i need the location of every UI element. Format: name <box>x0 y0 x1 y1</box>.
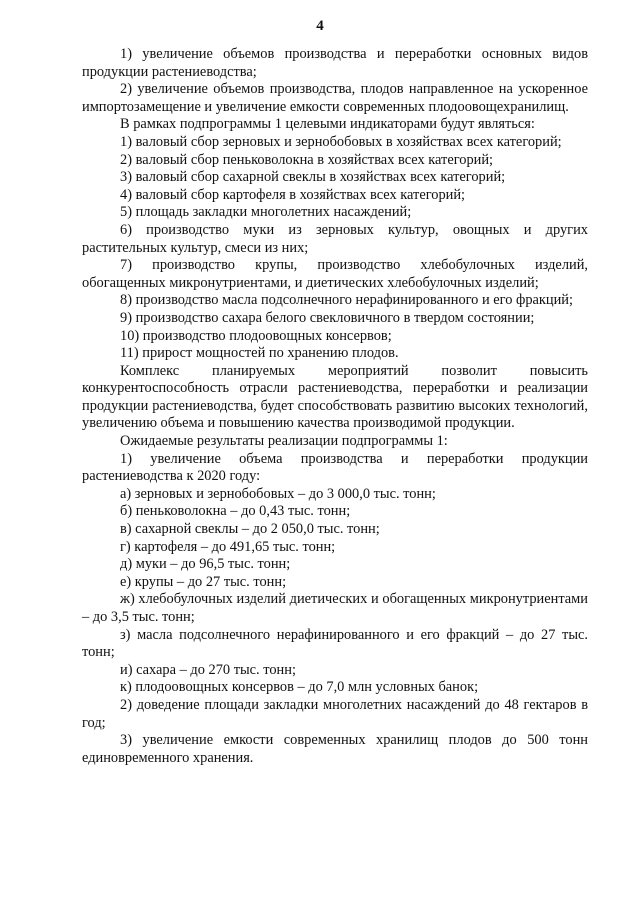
paragraph: 2) увеличение объемов производства, плодов направленное на ускоренное импортозамещение и увеличение емкости современных плодоовощехранилищ. <box>82 81 588 115</box>
list-item: ж) хлебобулочных изделий диетических и обогащенных микронутриентами – до 3,5 тыс. тонн; <box>82 591 588 625</box>
list-item: 6) производство муки из зерновых культур, овощных и других растительных культур, смеси из них; <box>82 221 588 256</box>
list-item: з) масла подсолнечного нерафинированного и его фракций – до 27 тыс. тонн; <box>82 626 588 661</box>
page-number: 4 <box>316 18 324 34</box>
list-item: к) плодоовощных консервов – до 7,0 млн условных банок; <box>120 679 479 696</box>
list-item: 8) производство масла подсолнечного нерафинированного и его фракций; <box>120 292 573 309</box>
list-item: 3) валовый сбор сахарной свеклы в хозяйствах всех категорий; <box>120 169 506 186</box>
list-item: 10) производство плодоовощных консервов; <box>120 327 392 344</box>
list-item: 2) доведение площади закладки многолетних насаждений до 48 гектаров в год; <box>82 696 588 731</box>
paragraph: 1) увеличение объемов производства и переработки основных видов продукции растениеводства; <box>82 46 588 80</box>
list-item: 5) площадь закладки многолетних насаждений; <box>120 204 412 221</box>
paragraph: В рамках подпрограммы 1 целевыми индикаторами будут являться: <box>120 116 535 133</box>
list-item: е) крупы – до 27 тыс. тонн; <box>120 573 287 590</box>
list-item: 4) валовый сбор картофеля в хозяйствах всех категорий; <box>120 186 466 203</box>
list-item: г) картофеля – до 491,65 тыс. тонн; <box>120 538 336 555</box>
list-item: и) сахара – до 270 тыс. тонн; <box>120 661 296 678</box>
paragraph: Комплекс планируемых мероприятий позволит повысить конкурентоспособность отрасли растениеводства, переработки и реализации продукции растениеводства, будет способствовать развитию высоких технологий, увеличению объема и повышению качества производимой продукции. <box>82 362 588 432</box>
list-item: 9) производство сахара белого свекловичного в твердом состоянии; <box>120 309 535 326</box>
document-body <box>82 46 588 767</box>
list-item: 7) производство крупы, производство хлебобулочных изделий, обогащенных микронутриентами, и диетических хлебобулочных изделий; <box>82 257 588 291</box>
list-item: д) муки – до 96,5 тыс. тонн; <box>120 556 291 573</box>
list-item: б) пеньковолокна – до 0,43 тыс. тонн; <box>120 503 351 520</box>
list-item: в) сахарной свеклы – до 2 050,0 тыс. тонн; <box>120 521 380 538</box>
paragraph: Ожидаемые результаты реализации подпрограммы 1: <box>120 433 448 450</box>
list-item: 11) прирост мощностей по хранению плодов. <box>120 345 399 362</box>
list-item: а) зерновых и зернобобовых – до 3 000,0 тыс. тонн; <box>120 485 436 502</box>
list-item: 2) валовый сбор пеньковолокна в хозяйствах всех категорий; <box>120 151 494 168</box>
list-item: 1) увеличение объема производства и переработки продукции растениеводства к 2020 году: <box>82 450 588 485</box>
list-item: 1) валовый сбор зерновых и зернобобовых в хозяйствах всех категорий; <box>120 133 562 150</box>
list-item: 3) увеличение емкости современных хранилищ плодов до 500 тонн единовременного хранения. <box>82 732 588 766</box>
